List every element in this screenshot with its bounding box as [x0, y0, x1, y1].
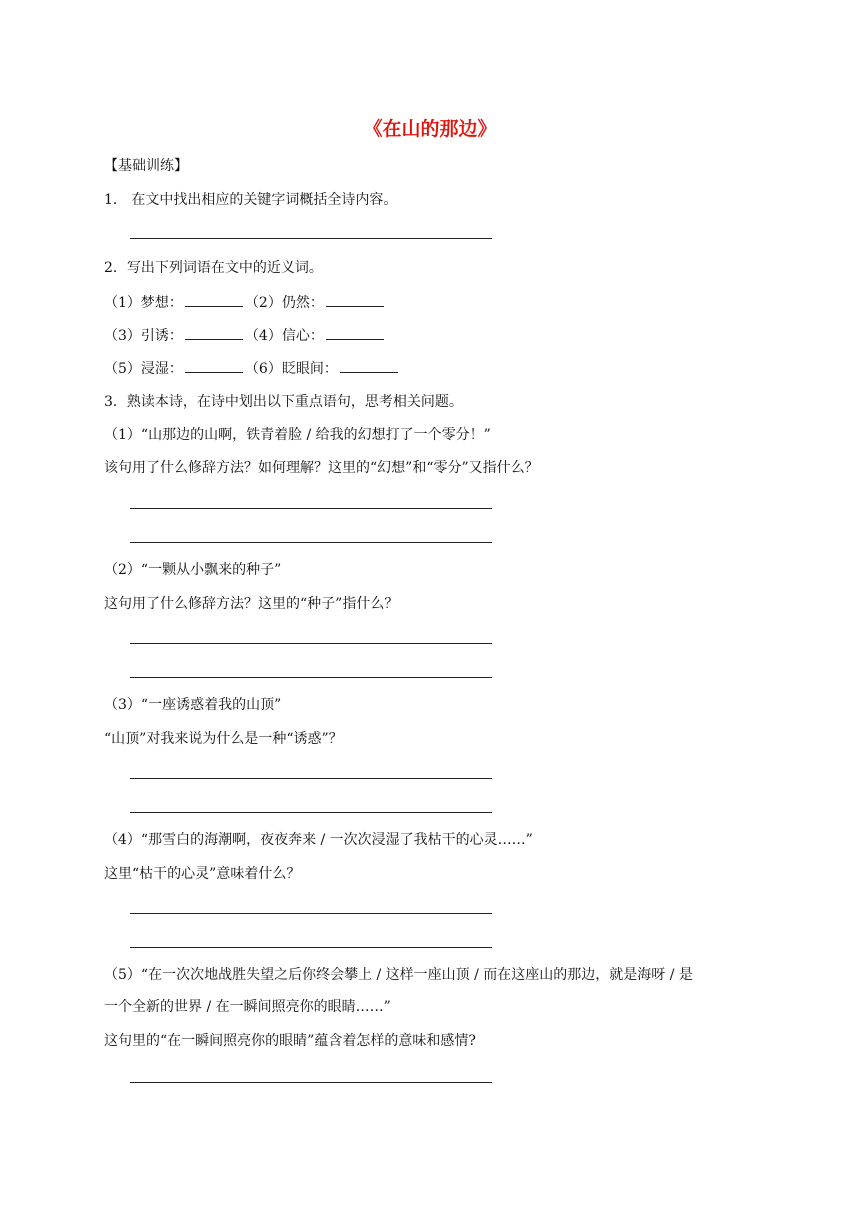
answer-line	[130, 913, 492, 914]
vocab-row	[104, 325, 386, 346]
sub-question-2-quote: （2）“一颗从小飘来的种子”	[104, 562, 282, 578]
answer-line	[130, 677, 492, 678]
section-heading: 【基础训练】	[104, 158, 188, 174]
sub-question-3-quote: （3）“一座诱惑着我的山顶”	[104, 697, 282, 713]
vocab-item-2: （2）仍然：	[244, 295, 324, 311]
vocab-row	[104, 358, 400, 379]
page-title: 《在山的那边》	[363, 118, 497, 140]
sub-question-3-prompt: “山顶”对我来说为什么是一种“诱惑”？	[104, 731, 343, 747]
sub-question-1-quote: （1）“山那边的山啊，铁青着脸 / 给我的幻想打了一个零分！”	[104, 427, 491, 443]
answer-line	[130, 812, 492, 813]
vocab-item-6: （6）眨眼间：	[244, 361, 338, 377]
answer-line	[130, 1082, 492, 1083]
answer-blank	[185, 325, 243, 340]
answer-line	[130, 542, 492, 543]
sub-question-5-quote: （5）“在一次次地战胜失望之后你终会攀上 / 这样一座山顶 / 而在这座山的那边，就是海呀 / 是	[104, 967, 693, 983]
answer-line	[130, 947, 492, 948]
sub-question-1-prompt: 该句用了什么修辞方法？如何理解？这里的“幻想”和“零分”又指什么？	[104, 460, 539, 476]
sub-question-4-prompt: 这里“枯干的心灵”意味着什么？	[104, 866, 301, 882]
answer-blank	[326, 292, 384, 307]
answer-line	[130, 778, 492, 779]
vocab-item-3: （3）引诱：	[104, 328, 183, 344]
question-3: 3．熟读本诗，在诗中划出以下重点语句，思考相关问题。	[104, 394, 463, 410]
question-2: 2．写出下列词语在文中的近义词。	[104, 260, 323, 276]
answer-blank	[185, 292, 243, 307]
sub-question-5-quote-continued: 一个全新的世界 / 在一瞬间照亮你的眼睛……”	[104, 999, 391, 1015]
answer-line	[130, 643, 492, 644]
question-1: 1． 在文中找出相应的关键字词概括全诗内容。	[104, 192, 398, 208]
answer-line	[130, 508, 492, 509]
sub-question-4-quote: （4）“那雪白的海潮啊，夜夜奔来 / 一次次浸湿了我枯干的心灵……”	[104, 832, 533, 848]
answer-line	[130, 238, 492, 239]
sub-question-2-prompt: 这句用了什么修辞方法？这里的“种子”指什么？	[104, 596, 399, 612]
vocab-item-5: （5）浸湿：	[104, 361, 183, 377]
answer-blank	[326, 325, 384, 340]
answer-blank	[340, 358, 398, 373]
vocab-row	[104, 292, 386, 313]
sub-question-5-prompt: 这句里的“在一瞬间照亮你的眼睛”蕴含着怎样的意味和感情?	[104, 1033, 476, 1049]
vocab-item-4: （4）信心：	[244, 328, 324, 344]
vocab-item-1: （1）梦想：	[104, 295, 183, 311]
answer-blank	[185, 358, 243, 373]
